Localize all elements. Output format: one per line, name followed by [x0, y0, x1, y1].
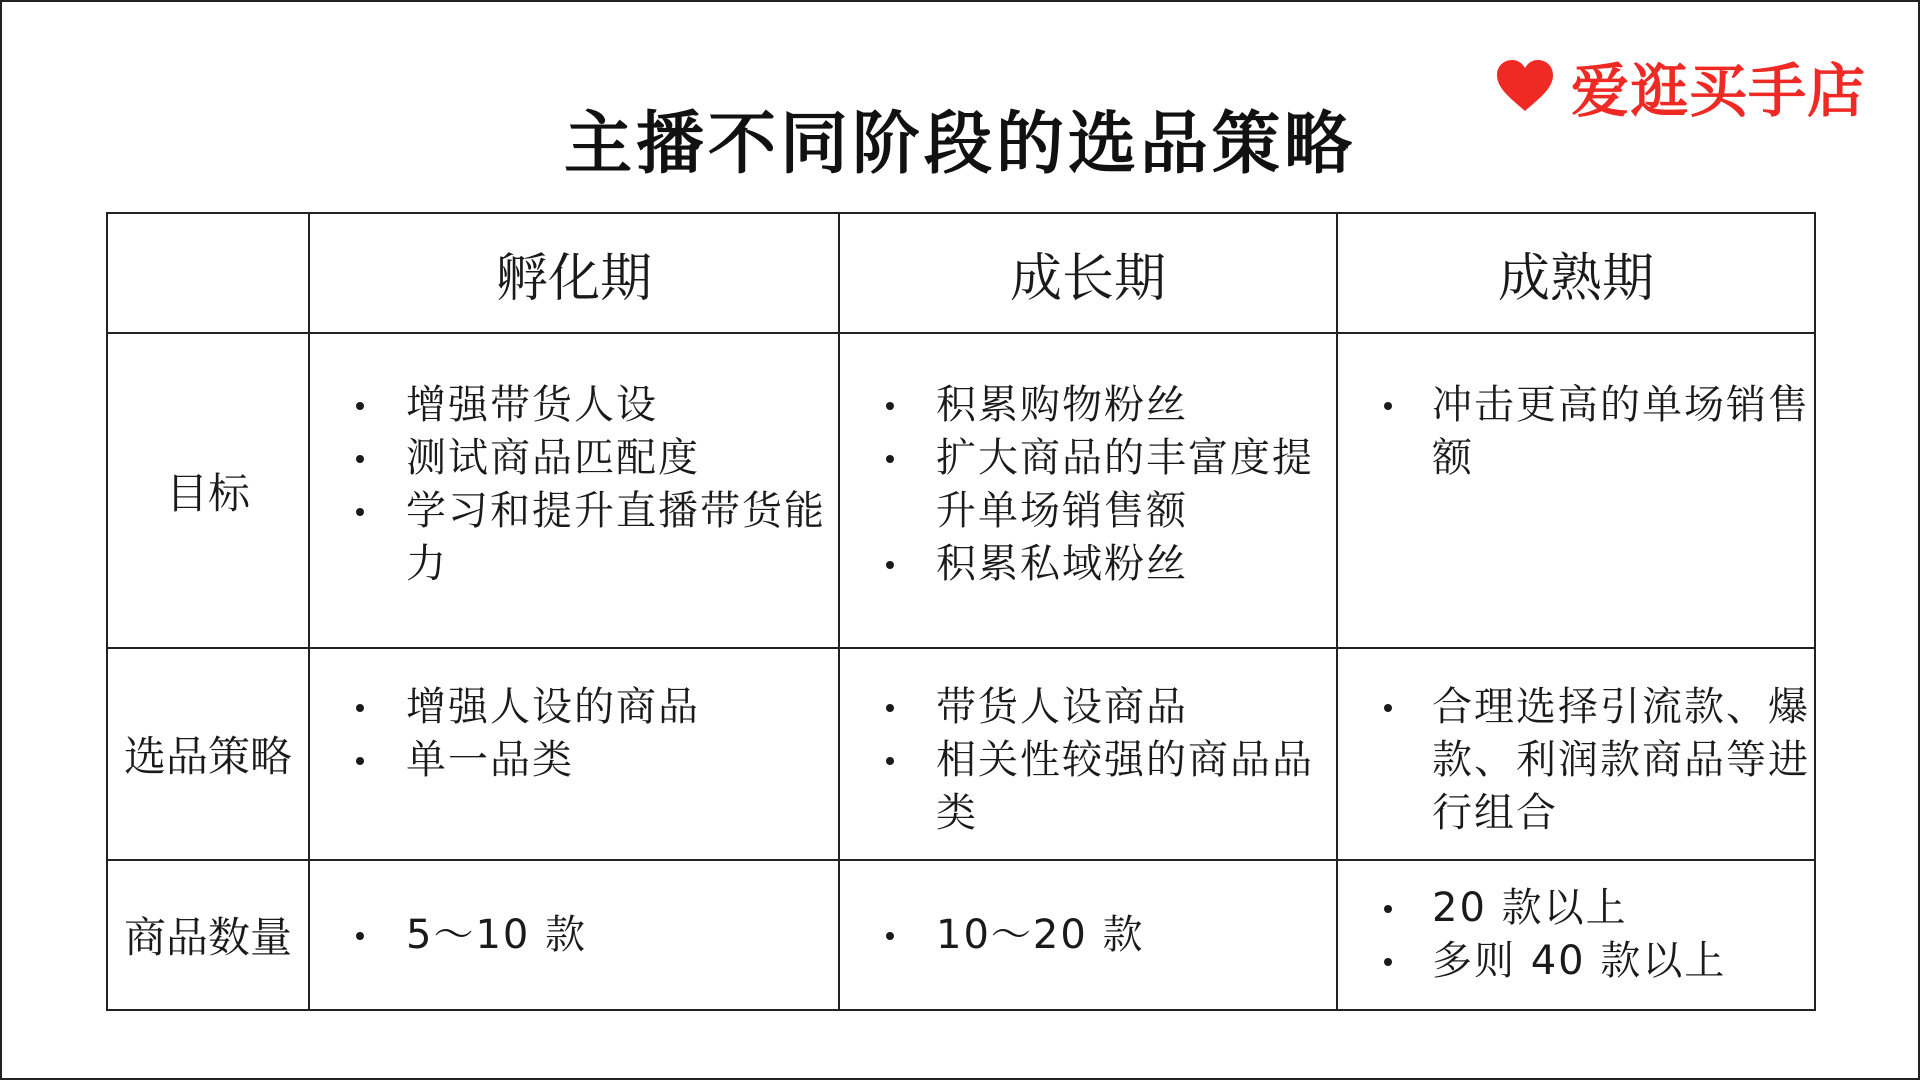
row-header-quantity: 商品数量 [107, 860, 309, 1010]
table-row-goal [107, 333, 1815, 648]
goal-cell-growth [839, 333, 1337, 648]
page-title: 主播不同阶段的选品策略 [563, 105, 1356, 184]
list-item: 增强带货人设 [310, 379, 838, 432]
corner-cell [107, 213, 309, 333]
bullet-list [840, 334, 1336, 591]
selection-cell-growth [839, 648, 1337, 860]
list-item: 20 款以上 [1338, 882, 1814, 935]
brand-name: 爱逛买手店 [1570, 57, 1866, 125]
bullet-list [1338, 649, 1814, 840]
list-item: 多则 40 款以上 [1338, 935, 1814, 988]
selection-cell-mature [1337, 648, 1815, 860]
bullet-list [310, 334, 838, 591]
strategy-table [106, 212, 1816, 1011]
bullet-list [1338, 334, 1814, 485]
column-header-incubation: 孵化期 [309, 213, 839, 333]
goal-cell-mature [1337, 333, 1815, 648]
bullet-list [1338, 882, 1814, 988]
list-item: 积累私域粉丝 [840, 538, 1336, 591]
table-row-selection [107, 648, 1815, 860]
list-item: 积累购物粉丝 [840, 379, 1336, 432]
list-item: 5～10 款 [310, 909, 838, 962]
bullet-list [840, 909, 1336, 962]
bullet-list [840, 649, 1336, 840]
list-item: 带货人设商品 [840, 681, 1336, 734]
list-item: 10～20 款 [840, 909, 1336, 962]
column-header-mature: 成熟期 [1337, 213, 1815, 333]
bullet-list [310, 909, 838, 962]
list-item: 相关性较强的商品品类 [840, 734, 1336, 840]
table-row-quantity [107, 860, 1815, 1010]
list-item: 测试商品匹配度 [310, 432, 838, 485]
list-item: 冲击更高的单场销售额 [1338, 379, 1814, 485]
list-item: 学习和提升直播带货能力 [310, 485, 838, 591]
selection-cell-incubation [309, 648, 839, 860]
quantity-cell-incubation [309, 860, 839, 1010]
row-header-goal: 目标 [107, 333, 309, 648]
list-item: 合理选择引流款、爆款、利润款商品等进行组合 [1338, 681, 1814, 840]
list-item: 增强人设的商品 [310, 681, 838, 734]
list-item: 扩大商品的丰富度提升单场销售额 [840, 432, 1336, 538]
goal-cell-incubation [309, 333, 839, 648]
quantity-cell-mature [1337, 860, 1815, 1010]
table-header-row [107, 213, 1815, 333]
row-header-selection: 选品策略 [107, 648, 309, 860]
quantity-cell-growth [839, 860, 1337, 1010]
bullet-list [310, 649, 838, 787]
list-item: 单一品类 [310, 734, 838, 787]
column-header-growth: 成长期 [839, 213, 1337, 333]
